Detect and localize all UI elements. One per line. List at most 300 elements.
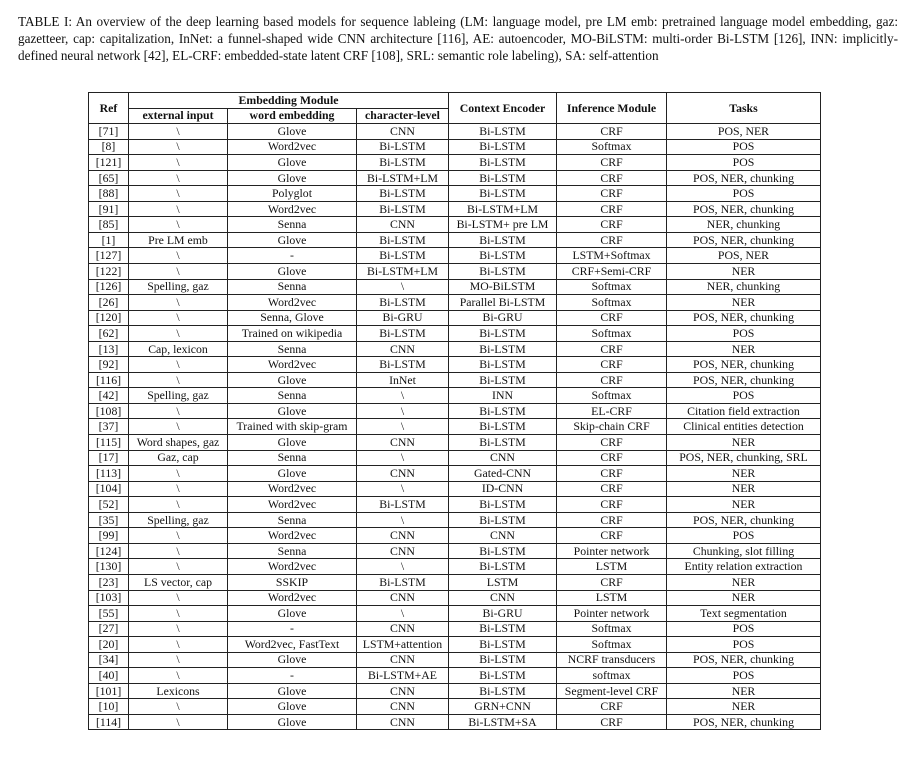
cell-ref: [42] xyxy=(89,388,129,404)
table-row xyxy=(89,357,821,373)
cell-tasks: POS xyxy=(667,621,821,637)
cell-context-encoder: Bi-LSTM xyxy=(449,139,557,155)
cell-inference-module: Softmax xyxy=(557,295,667,311)
cell-word-embedding: Glove xyxy=(228,124,357,140)
cell-word-embedding: Glove xyxy=(228,606,357,622)
cell-word-embedding: Glove xyxy=(228,699,357,715)
cell-context-encoder: Bi-LSTM xyxy=(449,326,557,342)
table-row xyxy=(89,652,821,668)
table-row xyxy=(89,232,821,248)
cell-word-embedding: - xyxy=(228,621,357,637)
cell-character-level: Bi-GRU xyxy=(357,310,449,326)
table-row xyxy=(89,559,821,575)
cell-context-encoder: CNN xyxy=(449,450,557,466)
cell-inference-module: EL-CRF xyxy=(557,403,667,419)
cell-word-embedding: - xyxy=(228,248,357,264)
cell-inference-module: CRF xyxy=(557,466,667,482)
table-row xyxy=(89,481,821,497)
cell-ref: [20] xyxy=(89,637,129,653)
cell-context-encoder: Bi-LSTM xyxy=(449,512,557,528)
cell-inference-module: CRF xyxy=(557,155,667,171)
cell-external-input: \ xyxy=(129,543,228,559)
cell-character-level: CNN xyxy=(357,621,449,637)
cell-tasks: POS, NER, chunking xyxy=(667,170,821,186)
cell-external-input: Word shapes, gaz xyxy=(129,435,228,451)
cell-word-embedding: Senna xyxy=(228,279,357,295)
cell-external-input: \ xyxy=(129,310,228,326)
cell-ref: [62] xyxy=(89,326,129,342)
cell-context-encoder: Bi-LSTM xyxy=(449,372,557,388)
cell-inference-module: CRF xyxy=(557,341,667,357)
cell-external-input: \ xyxy=(129,186,228,202)
cell-word-embedding: Word2vec xyxy=(228,481,357,497)
table-row xyxy=(89,512,821,528)
table-row xyxy=(89,372,821,388)
cell-inference-module: CRF xyxy=(557,124,667,140)
cell-external-input: \ xyxy=(129,497,228,513)
cell-context-encoder: GRN+CNN xyxy=(449,699,557,715)
cell-context-encoder: LSTM xyxy=(449,574,557,590)
cell-ref: [114] xyxy=(89,714,129,730)
cell-context-encoder: Bi-LSTM xyxy=(449,621,557,637)
cell-inference-module: LSTM+Softmax xyxy=(557,248,667,264)
table-row xyxy=(89,170,821,186)
cell-character-level: Bi-LSTM xyxy=(357,155,449,171)
header-word-embedding: word embedding xyxy=(228,108,357,124)
cell-character-level: Bi-LSTM xyxy=(357,497,449,513)
cell-ref: [55] xyxy=(89,606,129,622)
cell-context-encoder: Bi-LSTM xyxy=(449,637,557,653)
cell-character-level: Bi-LSTM xyxy=(357,186,449,202)
cell-ref: [127] xyxy=(89,248,129,264)
cell-tasks: POS, NER, chunking xyxy=(667,714,821,730)
cell-context-encoder: Bi-LSTM+ pre LM xyxy=(449,217,557,233)
cell-ref: [103] xyxy=(89,590,129,606)
cell-external-input: \ xyxy=(129,248,228,264)
cell-inference-module: Softmax xyxy=(557,279,667,295)
cell-word-embedding: Word2vec xyxy=(228,497,357,513)
cell-inference-module: Segment-level CRF xyxy=(557,683,667,699)
cell-context-encoder: Bi-LSTM xyxy=(449,403,557,419)
cell-ref: [13] xyxy=(89,341,129,357)
cell-tasks: POS, NER, chunking, SRL xyxy=(667,450,821,466)
models-table-container xyxy=(88,92,821,730)
cell-external-input: LS vector, cap xyxy=(129,574,228,590)
cell-word-embedding: Senna xyxy=(228,217,357,233)
cell-character-level: Bi-LSTM+LM xyxy=(357,170,449,186)
cell-external-input: \ xyxy=(129,528,228,544)
cell-context-encoder: Bi-LSTM+LM xyxy=(449,201,557,217)
cell-external-input: \ xyxy=(129,419,228,435)
cell-tasks: NER xyxy=(667,466,821,482)
cell-tasks: NER, chunking xyxy=(667,217,821,233)
cell-ref: [8] xyxy=(89,139,129,155)
table-row xyxy=(89,435,821,451)
cell-tasks: Chunking, slot filling xyxy=(667,543,821,559)
cell-ref: [121] xyxy=(89,155,129,171)
table-row xyxy=(89,543,821,559)
cell-word-embedding: Glove xyxy=(228,435,357,451)
cell-inference-module: Softmax xyxy=(557,388,667,404)
table-row xyxy=(89,201,821,217)
cell-character-level: CNN xyxy=(357,528,449,544)
cell-context-encoder: Bi-LSTM xyxy=(449,232,557,248)
cell-tasks: POS, NER, chunking xyxy=(667,201,821,217)
cell-word-embedding: SSKIP xyxy=(228,574,357,590)
cell-ref: [88] xyxy=(89,186,129,202)
cell-character-level: CNN xyxy=(357,714,449,730)
cell-external-input: \ xyxy=(129,326,228,342)
cell-inference-module: CRF xyxy=(557,450,667,466)
cell-word-embedding: Word2vec xyxy=(228,357,357,373)
table-row xyxy=(89,403,821,419)
cell-character-level: Bi-LSTM xyxy=(357,295,449,311)
header-ref: Ref xyxy=(89,93,129,124)
cell-word-embedding: Trained with skip-gram xyxy=(228,419,357,435)
cell-external-input: Spelling, gaz xyxy=(129,512,228,528)
cell-context-encoder: Bi-LSTM+SA xyxy=(449,714,557,730)
cell-context-encoder: Bi-LSTM xyxy=(449,170,557,186)
table-row xyxy=(89,574,821,590)
header-inference-module: Inference Module xyxy=(557,93,667,124)
cell-word-embedding: Glove xyxy=(228,170,357,186)
cell-context-encoder: Bi-LSTM xyxy=(449,497,557,513)
table-row xyxy=(89,668,821,684)
cell-character-level: CNN xyxy=(357,341,449,357)
cell-character-level: CNN xyxy=(357,543,449,559)
cell-character-level: \ xyxy=(357,419,449,435)
cell-inference-module: CRF xyxy=(557,357,667,373)
cell-ref: [26] xyxy=(89,295,129,311)
cell-inference-module: CRF xyxy=(557,201,667,217)
cell-ref: [85] xyxy=(89,217,129,233)
cell-character-level: \ xyxy=(357,403,449,419)
cell-external-input: \ xyxy=(129,714,228,730)
table-row xyxy=(89,388,821,404)
cell-word-embedding: Word2vec xyxy=(228,590,357,606)
table-row xyxy=(89,714,821,730)
table-row xyxy=(89,637,821,653)
cell-character-level: CNN xyxy=(357,435,449,451)
cell-tasks: POS xyxy=(667,326,821,342)
cell-tasks: Clinical entities detection xyxy=(667,419,821,435)
table-row xyxy=(89,497,821,513)
table-row xyxy=(89,248,821,264)
cell-tasks: POS xyxy=(667,155,821,171)
cell-word-embedding: Senna xyxy=(228,450,357,466)
cell-inference-module: CRF xyxy=(557,310,667,326)
cell-character-level: \ xyxy=(357,512,449,528)
cell-context-encoder: Bi-LSTM xyxy=(449,652,557,668)
cell-tasks: NER xyxy=(667,295,821,311)
cell-character-level: CNN xyxy=(357,699,449,715)
cell-inference-module: CRF xyxy=(557,574,667,590)
cell-ref: [17] xyxy=(89,450,129,466)
cell-tasks: POS, NER, chunking xyxy=(667,372,821,388)
cell-ref: [71] xyxy=(89,124,129,140)
cell-inference-module: CRF xyxy=(557,714,667,730)
cell-external-input: \ xyxy=(129,403,228,419)
cell-character-level: LSTM+attention xyxy=(357,637,449,653)
cell-ref: [104] xyxy=(89,481,129,497)
table-row xyxy=(89,217,821,233)
cell-inference-module: LSTM xyxy=(557,559,667,575)
table-row xyxy=(89,295,821,311)
table-row xyxy=(89,124,821,140)
cell-inference-module: softmax xyxy=(557,668,667,684)
cell-word-embedding: Word2vec xyxy=(228,559,357,575)
cell-ref: [116] xyxy=(89,372,129,388)
header-character-level: character-level xyxy=(357,108,449,124)
cell-word-embedding: Glove xyxy=(228,403,357,419)
header-embedding-module: Embedding Module xyxy=(129,93,449,109)
cell-external-input: \ xyxy=(129,139,228,155)
cell-tasks: POS, NER, chunking xyxy=(667,512,821,528)
cell-character-level: CNN xyxy=(357,124,449,140)
cell-context-encoder: CNN xyxy=(449,590,557,606)
cell-character-level: \ xyxy=(357,481,449,497)
table-row xyxy=(89,155,821,171)
cell-inference-module: NCRF transducers xyxy=(557,652,667,668)
cell-inference-module: CRF xyxy=(557,435,667,451)
cell-inference-module: CRF xyxy=(557,372,667,388)
cell-context-encoder: Parallel Bi-LSTM xyxy=(449,295,557,311)
cell-word-embedding: Glove xyxy=(228,232,357,248)
cell-context-encoder: Bi-GRU xyxy=(449,606,557,622)
cell-context-encoder: Bi-LSTM xyxy=(449,543,557,559)
cell-context-encoder: Bi-LSTM xyxy=(449,186,557,202)
cell-word-embedding: Word2vec xyxy=(228,201,357,217)
cell-word-embedding: Word2vec, FastText xyxy=(228,637,357,653)
cell-character-level: \ xyxy=(357,388,449,404)
cell-external-input: Spelling, gaz xyxy=(129,388,228,404)
cell-context-encoder: Bi-LSTM xyxy=(449,357,557,373)
cell-context-encoder: Bi-LSTM xyxy=(449,668,557,684)
cell-word-embedding: Glove xyxy=(228,264,357,280)
cell-ref: [27] xyxy=(89,621,129,637)
table-row xyxy=(89,264,821,280)
cell-character-level: CNN xyxy=(357,217,449,233)
cell-external-input: \ xyxy=(129,637,228,653)
cell-tasks: Citation field extraction xyxy=(667,403,821,419)
cell-tasks: POS xyxy=(667,186,821,202)
cell-ref: [65] xyxy=(89,170,129,186)
cell-inference-module: Skip-chain CRF xyxy=(557,419,667,435)
cell-word-embedding: Polyglot xyxy=(228,186,357,202)
cell-external-input: \ xyxy=(129,621,228,637)
cell-context-encoder: Bi-LSTM xyxy=(449,124,557,140)
cell-character-level: Bi-LSTM xyxy=(357,326,449,342)
cell-character-level: Bi-LSTM xyxy=(357,201,449,217)
cell-inference-module: CRF xyxy=(557,217,667,233)
cell-ref: [35] xyxy=(89,512,129,528)
table-row xyxy=(89,621,821,637)
cell-tasks: POS xyxy=(667,637,821,653)
cell-ref: [120] xyxy=(89,310,129,326)
cell-ref: [124] xyxy=(89,543,129,559)
cell-external-input: \ xyxy=(129,217,228,233)
cell-context-encoder: Bi-LSTM xyxy=(449,264,557,280)
cell-context-encoder: Bi-LSTM xyxy=(449,683,557,699)
table-caption: TABLE I: An overview of the deep learning based models for sequence lableing (LM: language model, pre LM emb: pretrained language model embedding, gaz: gazetteer, cap: capitalization, InNet: a funnel-shaped wide CNN architecture [116], AE: autoencoder, MO-BiLSTM: multi-order Bi-LSTM [126], INN: implicitly-defined neural network [42], EL-CRF: embedded-state latent CRF [108], SRL: semantic role labeling), SA: self-attention xyxy=(18,14,898,64)
header-tasks: Tasks xyxy=(667,93,821,124)
cell-context-encoder: Bi-LSTM xyxy=(449,155,557,171)
cell-external-input: Cap, lexicon xyxy=(129,341,228,357)
cell-word-embedding: Glove xyxy=(228,683,357,699)
cell-ref: [37] xyxy=(89,419,129,435)
table-row xyxy=(89,310,821,326)
cell-external-input: \ xyxy=(129,155,228,171)
cell-word-embedding: Word2vec xyxy=(228,295,357,311)
cell-word-embedding: Senna xyxy=(228,512,357,528)
table-row xyxy=(89,528,821,544)
cell-inference-module: Pointer network xyxy=(557,543,667,559)
cell-word-embedding: Senna, Glove xyxy=(228,310,357,326)
cell-ref: [40] xyxy=(89,668,129,684)
cell-external-input: \ xyxy=(129,606,228,622)
cell-character-level: CNN xyxy=(357,683,449,699)
cell-inference-module: CRF xyxy=(557,699,667,715)
cell-tasks: NER xyxy=(667,590,821,606)
cell-character-level: \ xyxy=(357,606,449,622)
cell-ref: [1] xyxy=(89,232,129,248)
cell-ref: [101] xyxy=(89,683,129,699)
cell-word-embedding: Glove xyxy=(228,466,357,482)
table-row xyxy=(89,341,821,357)
cell-inference-module: Softmax xyxy=(557,621,667,637)
cell-context-encoder: Bi-LSTM xyxy=(449,248,557,264)
cell-word-embedding: Senna xyxy=(228,341,357,357)
cell-inference-module: CRF xyxy=(557,528,667,544)
cell-tasks: POS, NER, chunking xyxy=(667,652,821,668)
cell-word-embedding: Glove xyxy=(228,652,357,668)
cell-external-input: \ xyxy=(129,699,228,715)
cell-inference-module: CRF xyxy=(557,232,667,248)
table-row xyxy=(89,590,821,606)
cell-tasks: POS, NER, chunking xyxy=(667,357,821,373)
table-row xyxy=(89,419,821,435)
cell-context-encoder: CNN xyxy=(449,528,557,544)
cell-ref: [113] xyxy=(89,466,129,482)
cell-tasks: POS, NER, chunking xyxy=(667,310,821,326)
header-external-input: external input xyxy=(129,108,228,124)
cell-external-input: \ xyxy=(129,124,228,140)
cell-inference-module: CRF xyxy=(557,512,667,528)
cell-ref: [34] xyxy=(89,652,129,668)
cell-character-level: Bi-LSTM xyxy=(357,248,449,264)
cell-tasks: POS xyxy=(667,668,821,684)
table-body xyxy=(89,124,821,730)
cell-ref: [92] xyxy=(89,357,129,373)
table-row xyxy=(89,279,821,295)
cell-external-input: \ xyxy=(129,481,228,497)
cell-word-embedding: Word2vec xyxy=(228,528,357,544)
table-row xyxy=(89,466,821,482)
table-row xyxy=(89,606,821,622)
cell-context-encoder: ID-CNN xyxy=(449,481,557,497)
cell-character-level: \ xyxy=(357,559,449,575)
cell-inference-module: LSTM xyxy=(557,590,667,606)
table-row xyxy=(89,326,821,342)
cell-ref: [122] xyxy=(89,264,129,280)
cell-external-input: \ xyxy=(129,652,228,668)
cell-tasks: POS, NER xyxy=(667,124,821,140)
models-table xyxy=(88,92,821,730)
cell-ref: [52] xyxy=(89,497,129,513)
cell-character-level: Bi-LSTM xyxy=(357,357,449,373)
cell-context-encoder: MO-BiLSTM xyxy=(449,279,557,295)
cell-inference-module: Pointer network xyxy=(557,606,667,622)
table-row xyxy=(89,450,821,466)
cell-external-input: Pre LM emb xyxy=(129,232,228,248)
cell-character-level: CNN xyxy=(357,466,449,482)
cell-inference-module: CRF xyxy=(557,497,667,513)
cell-external-input: \ xyxy=(129,295,228,311)
cell-word-embedding: Senna xyxy=(228,388,357,404)
cell-context-encoder: Bi-LSTM xyxy=(449,341,557,357)
cell-word-embedding: Glove xyxy=(228,155,357,171)
cell-inference-module: CRF+Semi-CRF xyxy=(557,264,667,280)
cell-external-input: \ xyxy=(129,201,228,217)
cell-tasks: NER xyxy=(667,497,821,513)
cell-context-encoder: Bi-LSTM xyxy=(449,435,557,451)
cell-tasks: NER xyxy=(667,341,821,357)
cell-word-embedding: Word2vec xyxy=(228,139,357,155)
cell-context-encoder: Bi-LSTM xyxy=(449,419,557,435)
cell-tasks: NER xyxy=(667,699,821,715)
cell-tasks: POS xyxy=(667,139,821,155)
cell-character-level: \ xyxy=(357,450,449,466)
cell-ref: [91] xyxy=(89,201,129,217)
cell-inference-module: CRF xyxy=(557,481,667,497)
cell-external-input: \ xyxy=(129,372,228,388)
cell-word-embedding: - xyxy=(228,668,357,684)
cell-ref: [115] xyxy=(89,435,129,451)
cell-external-input: Spelling, gaz xyxy=(129,279,228,295)
cell-tasks: NER xyxy=(667,481,821,497)
cell-character-level: Bi-LSTM xyxy=(357,139,449,155)
header-context-encoder: Context Encoder xyxy=(449,93,557,124)
cell-context-encoder: Gated-CNN xyxy=(449,466,557,482)
table-row xyxy=(89,683,821,699)
cell-external-input: \ xyxy=(129,668,228,684)
cell-tasks: POS xyxy=(667,388,821,404)
cell-context-encoder: Bi-LSTM xyxy=(449,559,557,575)
cell-tasks: POS, NER xyxy=(667,248,821,264)
cell-word-embedding: Trained on wikipedia xyxy=(228,326,357,342)
cell-character-level: Bi-LSTM xyxy=(357,232,449,248)
cell-character-level: Bi-LSTM+LM xyxy=(357,264,449,280)
cell-inference-module: Softmax xyxy=(557,637,667,653)
table-row xyxy=(89,699,821,715)
cell-external-input: Gaz, cap xyxy=(129,450,228,466)
cell-external-input: Lexicons xyxy=(129,683,228,699)
table-row xyxy=(89,186,821,202)
cell-tasks: NER xyxy=(667,264,821,280)
cell-tasks: NER xyxy=(667,683,821,699)
table-row xyxy=(89,139,821,155)
cell-tasks: POS, NER, chunking xyxy=(667,232,821,248)
cell-external-input: \ xyxy=(129,590,228,606)
cell-ref: [108] xyxy=(89,403,129,419)
cell-tasks: NER, chunking xyxy=(667,279,821,295)
cell-character-level: Bi-LSTM xyxy=(357,574,449,590)
cell-character-level: \ xyxy=(357,279,449,295)
cell-external-input: \ xyxy=(129,170,228,186)
cell-word-embedding: Glove xyxy=(228,372,357,388)
cell-ref: [10] xyxy=(89,699,129,715)
cell-context-encoder: INN xyxy=(449,388,557,404)
